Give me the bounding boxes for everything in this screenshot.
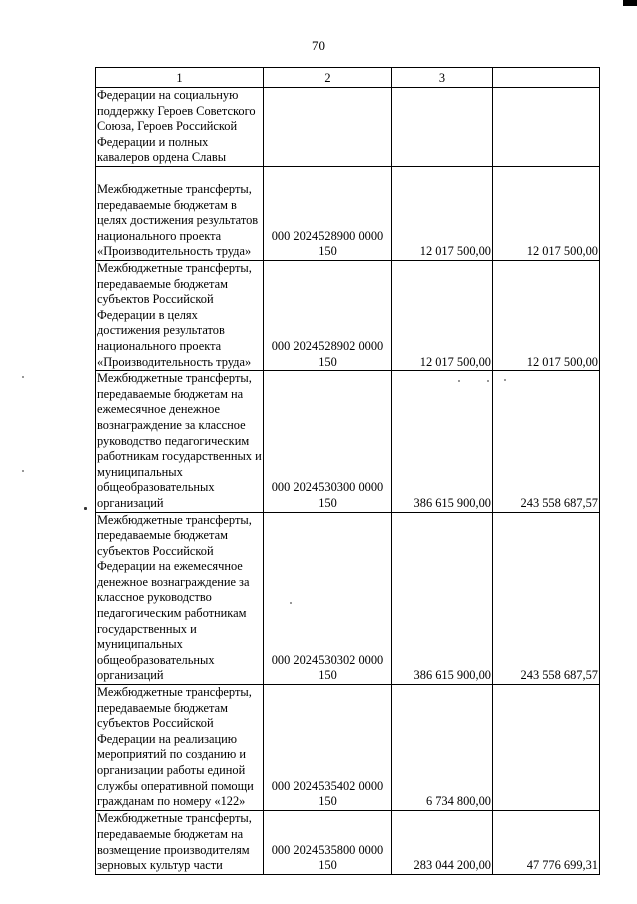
header-col-2: 2: [264, 68, 392, 88]
scan-corner-mark: [623, 0, 637, 6]
row-value-1: 386 615 900,00: [392, 512, 493, 685]
row-value-1: 6 734 800,00: [392, 685, 493, 811]
scan-speck: [487, 380, 489, 382]
row-value-2: 243 558 687,57: [493, 512, 600, 685]
page-number: 70: [312, 38, 325, 53]
row-code: 000 2024535402 0000 150: [264, 685, 392, 811]
row-value-1: 283 044 200,00: [392, 810, 493, 874]
table-row: [96, 810, 600, 874]
table-header: [96, 68, 600, 88]
table-body: [96, 88, 600, 875]
header-row: [96, 68, 600, 88]
header-col-1: 1: [96, 68, 264, 88]
row-name: Межбюджетные трансферты, передаваемые бюджетам субъектов Российской Федерации на ежемесячное денежное вознаграждение за классное руководство педагогическим работникам государственных и муниципальных общеобразовательных организаций: [96, 512, 264, 685]
row-value-2: 47 776 699,31: [493, 810, 600, 874]
row-value-2: [493, 88, 600, 167]
row-code: 000 2024530300 0000 150: [264, 371, 392, 512]
row-value-1: [392, 88, 493, 167]
row-code: 000 2024528900 0000 150: [264, 167, 392, 261]
row-value-1: 12 017 500,00: [392, 261, 493, 371]
table-row: [96, 685, 600, 811]
row-value-2: [493, 685, 600, 811]
row-value-1: 386 615 900,00: [392, 371, 493, 512]
row-name: Межбюджетные трансферты, передаваемые бюджетам в целях достижения результатов национального проекта «Производительность труда»: [96, 167, 264, 261]
row-name: Федерации на социальную поддержку Героев Советского Союза, Героев Российской Федерации и полных кавалеров ордена Славы: [96, 88, 264, 167]
row-name: Межбюджетные трансферты, передаваемые бюджетам на ежемесячное денежное вознаграждение за классное руководство педагогическим работникам государственных и муниципальных общеобразовательных организаций: [96, 371, 264, 512]
row-value-1: 12 017 500,00: [392, 167, 493, 261]
row-name: Межбюджетные трансферты, передаваемые бюджетам субъектов Российской Федерации на реализацию мероприятий по созданию и организации работы единой службы оперативной помощи гражданам по номеру «122»: [96, 685, 264, 811]
row-name: Межбюджетные трансферты, передаваемые бюджетам на возмещение производителям зерновых культур части: [96, 810, 264, 874]
row-code: 000 2024535800 0000 150: [264, 810, 392, 874]
row-value-2: 12 017 500,00: [493, 261, 600, 371]
table-row: [96, 261, 600, 371]
header-col-4: [493, 68, 600, 88]
budget-table: [95, 67, 600, 875]
row-code: [264, 88, 392, 167]
row-code: 000 2024530302 0000 150: [264, 512, 392, 685]
row-value-2: 12 017 500,00: [493, 167, 600, 261]
scan-speck: [22, 470, 24, 472]
table-row: [96, 512, 600, 685]
scan-speck: [458, 380, 460, 382]
row-code: 000 2024528902 0000 150: [264, 261, 392, 371]
row-name: Межбюджетные трансферты, передаваемые бюджетам субъектов Российской Федерации в целях достижения результатов национального проекта «Производительность труда»: [96, 261, 264, 371]
table-row: [96, 167, 600, 261]
scan-speck: [22, 376, 24, 378]
row-value-2: 243 558 687,57: [493, 371, 600, 512]
table-row: [96, 88, 600, 167]
header-col-3: 3: [392, 68, 493, 88]
table-row: [96, 371, 600, 512]
scan-speck: [290, 602, 292, 604]
scan-speck: [504, 379, 506, 381]
scan-speck: [84, 507, 87, 510]
